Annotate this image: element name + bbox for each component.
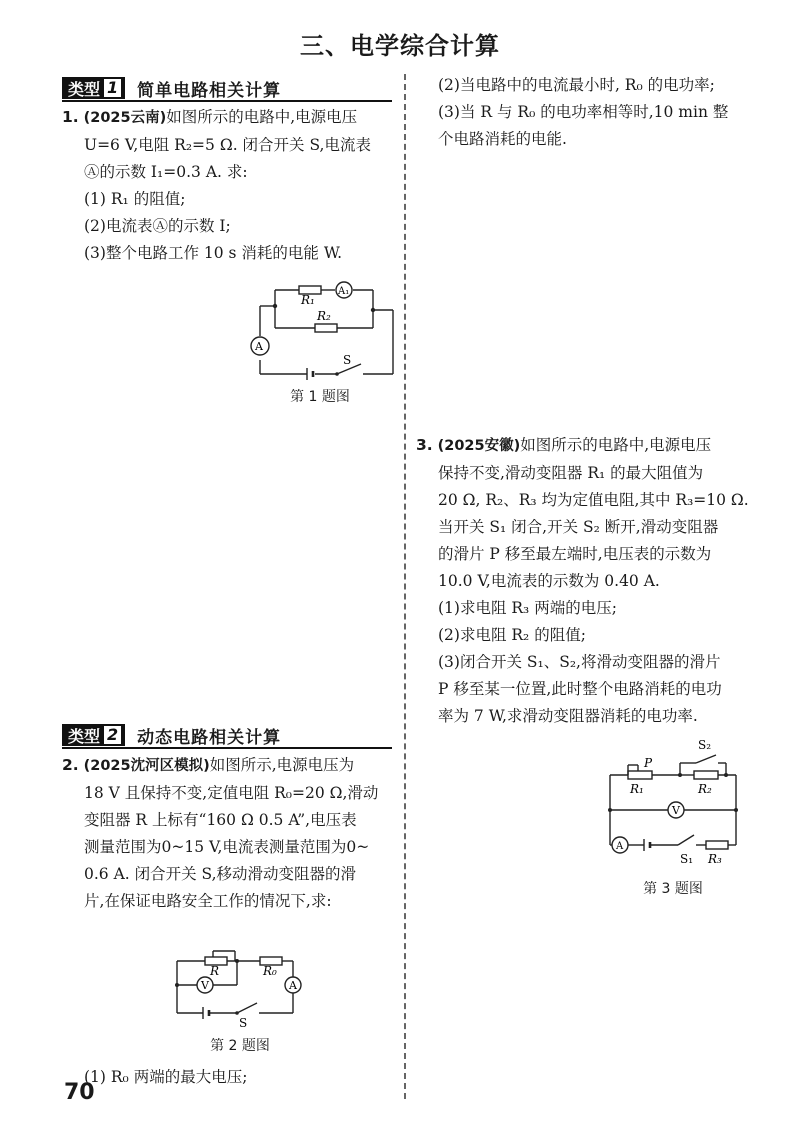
- question-3-line: P 移至某一位置,此时整个电路消耗的电功: [438, 680, 722, 698]
- figure-3-label-s1: S₁: [680, 852, 694, 866]
- question-1-source: (2025云南): [83, 110, 167, 126]
- question-1-line: 如图所示的电路中,电源电压: [166, 108, 358, 126]
- question-2-sub2: (2)当电路中的电流最小时, R₀ 的电功率;: [438, 76, 715, 94]
- question-3: [416, 432, 766, 730]
- question-3-line: 10.0 V,电流表的示数为 0.40 A.: [438, 572, 660, 590]
- question-3-line: 如图所示的电路中,电源电压: [520, 436, 712, 454]
- figure-1-ammeter-a1: A₁: [338, 286, 350, 297]
- question-1-sub2: (2)电流表Ⓐ的示数 I;: [84, 217, 231, 235]
- question-1-number: 1.: [62, 108, 79, 126]
- question-1-line: Ⓐ的示数 I₁=0.3 A. 求:: [84, 163, 248, 181]
- question-3-line: 率为 7 W,求滑动变阻器消耗的电功率.: [438, 707, 698, 725]
- figure-1-ammeter-a: A: [255, 340, 263, 353]
- figure-3-ammeter: A: [616, 841, 624, 852]
- section-2-tag: [62, 724, 125, 746]
- figure-2-voltmeter: V: [201, 979, 209, 992]
- figure-1-circuit: [245, 278, 405, 383]
- figure-3-label-r3: R₃: [708, 852, 722, 866]
- question-2: [62, 752, 397, 915]
- question-2-sub3-cont: 个电路消耗的电能.: [438, 130, 567, 148]
- question-1-sub1: (1) R₁ 的阻值;: [84, 190, 186, 208]
- section-1-underline: [62, 100, 392, 102]
- question-1-line: U=6 V,电阻 R₂=5 Ω. 闭合开关 S,电流表: [84, 136, 371, 154]
- question-3-sub1: (1)求电阻 R₃ 两端的电压;: [438, 599, 617, 617]
- question-1-sub3: (3)整个电路工作 10 s 消耗的电能 W.: [84, 244, 342, 262]
- question-2-line: 测量范围为0~15 V,电流表测量范围为0~: [84, 838, 370, 856]
- section-1-tag-label: 类型: [68, 79, 101, 99]
- question-3-line: 当开关 S₁ 闭合,开关 S₂ 断开,滑动变阻器: [438, 518, 719, 536]
- figure-1-label-r1: R₁: [301, 293, 315, 307]
- figure-3-label-r1: R₁: [630, 782, 644, 796]
- question-3-line: 的滑片 P 移至最左端时,电压表的示数为: [438, 545, 712, 563]
- figure-2-label-r0: R₀: [263, 964, 277, 978]
- section-2-header: [62, 722, 281, 748]
- figure-3-label-p: P: [644, 756, 653, 770]
- figure-1-caption: 第 1 题图: [290, 389, 350, 405]
- question-2-line: 如图所示,电源电压为: [209, 756, 355, 774]
- section-2-tag-label: 类型: [68, 726, 101, 746]
- section-1-number: 1: [104, 79, 121, 97]
- question-2-source: (2025沈河区模拟): [83, 758, 210, 774]
- figure-1-label-r2: R₂: [317, 309, 331, 323]
- question-2-line: 18 V 且保持不变,定值电阻 R₀=20 Ω,滑动: [84, 784, 379, 802]
- question-3-number: 3.: [416, 436, 433, 454]
- section-2-title: 动态电路相关计算: [137, 727, 282, 748]
- question-2-line: 变阻器 R 上标有“160 Ω 0.5 A”,电压表: [84, 811, 357, 829]
- figure-3-label-r2: R₂: [698, 782, 712, 796]
- section-1-header: [62, 75, 281, 101]
- column-divider: [404, 74, 406, 1099]
- question-2-continued: [438, 72, 768, 153]
- question-2-sub3: (3)当 R 与 R₀ 的电功率相等时,10 min 整: [438, 103, 729, 121]
- figure-2-label-s: S: [239, 1016, 248, 1030]
- section-2-underline: [62, 747, 392, 749]
- question-2-number: 2.: [62, 756, 79, 774]
- section-2-number: 2: [104, 726, 121, 744]
- question-3-sub2: (2)求电阻 R₂ 的阻值;: [438, 626, 586, 644]
- figure-1-label-s: S: [343, 353, 352, 367]
- figure-3-caption: 第 3 题图: [643, 881, 703, 897]
- question-2-line: 片,在保证电路安全工作的情况下,求:: [84, 892, 332, 910]
- section-1-tag: [62, 77, 125, 99]
- question-2-sub1: [84, 1064, 247, 1091]
- question-3-line: 保持不变,滑动变阻器 R₁ 的最大阻值为: [438, 464, 704, 482]
- question-1: [62, 104, 397, 267]
- question-3-source: (2025安徽): [437, 438, 521, 454]
- figure-2-ammeter: A: [289, 979, 297, 992]
- figure-2-caption: 第 2 题图: [210, 1038, 270, 1054]
- figure-2-label-r: R: [210, 964, 220, 978]
- page-number: 70: [64, 1080, 95, 1105]
- figure-3-voltmeter: V: [672, 804, 680, 817]
- figure-3-label-s2: S₂: [698, 738, 712, 752]
- figure-3-circuit: [598, 735, 748, 870]
- question-3-sub3: (3)闭合开关 S₁、S₂,将滑动变阻器的滑片: [438, 653, 721, 671]
- page-title: 三、电学综合计算: [300, 32, 500, 60]
- question-2-sub1-text: (1) R₀ 两端的最大电压;: [84, 1068, 248, 1086]
- question-3-line: 20 Ω, R₂、R₃ 均为定值电阻,其中 R₃=10 Ω.: [438, 491, 749, 509]
- section-1-title: 简单电路相关计算: [137, 80, 282, 101]
- question-2-line: 0.6 A. 闭合开关 S,移动滑动变阻器的滑: [84, 865, 357, 883]
- figure-2-circuit: [165, 945, 310, 1030]
